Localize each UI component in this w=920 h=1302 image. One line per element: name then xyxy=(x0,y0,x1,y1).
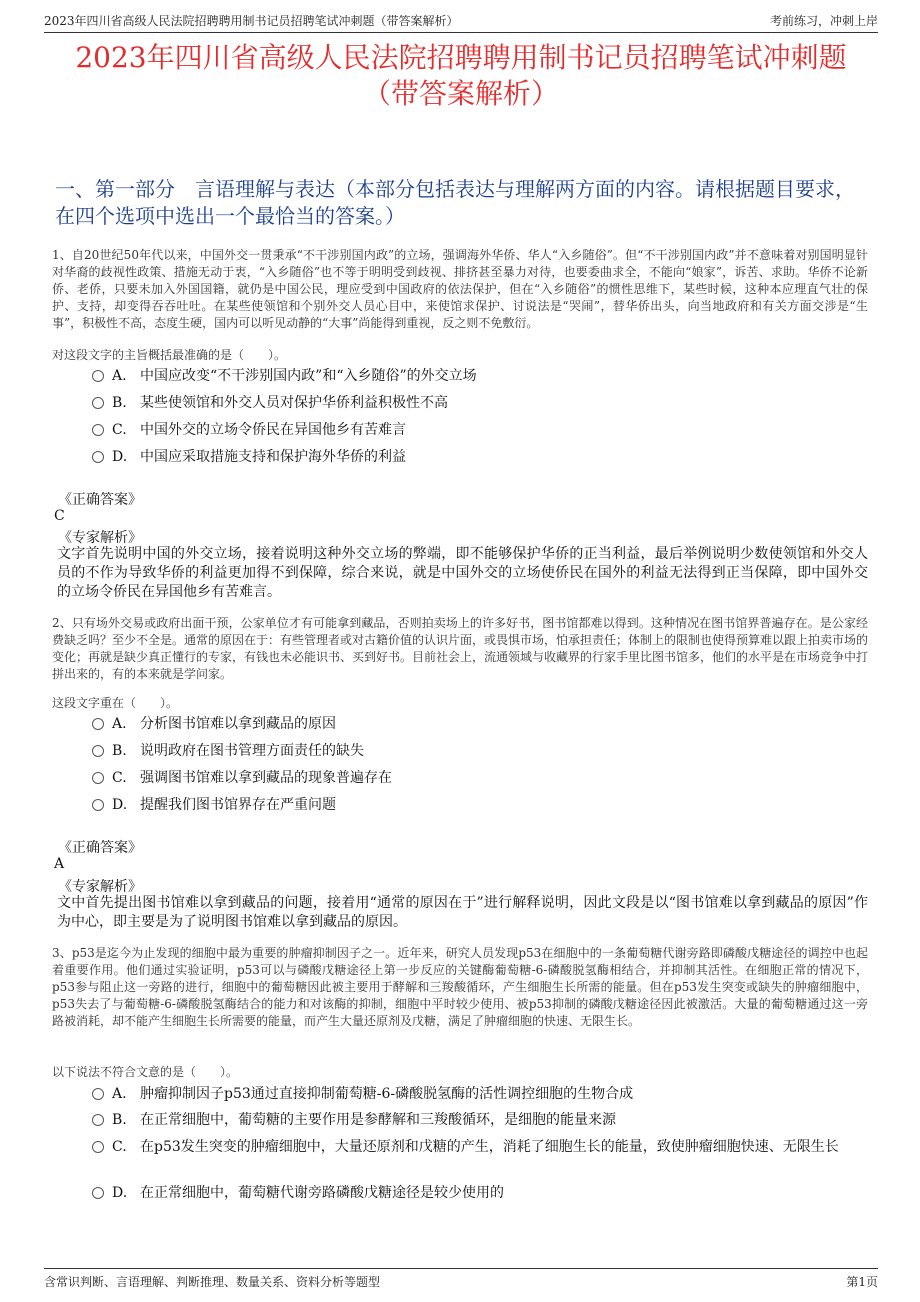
question-1-answer-label: 《正确答案》 xyxy=(58,492,142,508)
question-3-prompt: 以下说法不符合文意的是（ ）。 xyxy=(52,1065,239,1079)
question-1-option-a[interactable]: A. 中国应改变“不干涉别国内政”和“入乡随俗”的外交立场 xyxy=(92,365,868,387)
radio-icon[interactable] xyxy=(92,718,104,730)
header-slogan: 考前练习，冲刺上岸 xyxy=(769,14,878,28)
question-2-text: 2、只有场外交易或政府出面干预，公家单位才有可能拿到藏品，否则拍卖场上的许多好书，图书馆都难以得到。这种情况在图书馆界普遍存在。是公家经费缺乏吗？至少不全是。通常的原因在于：有些管理者或对古籍价值的认识片面，或畏惧市场，怕承担责任；体制上的限制也使得预算难以跟上拍卖市场的变化；再就是缺少真正懂行的专家，有钱也未必能识书、买到好书。目前社会上，流通领域与收藏界的行家手里比图书馆多，他们的水平是在市场竞争中打拼出来的，有的本来就是学问家。 xyxy=(52,616,869,681)
question-2-option-d[interactable]: D. 提醒我们图书馆界存在严重问题 xyxy=(92,794,868,816)
document-title xyxy=(44,40,878,112)
question-2-option-a[interactable]: A. 分析图书馆难以拿到藏品的原因 xyxy=(92,713,868,735)
question-1-analysis: 文字首先说明中国的外交立场，接着说明这种外交立场的弊端，即不能够保护华侨的正当利益，最后举例说明少数使领馆和外交人员的不作为导致华侨的利益更加得不到保障，综合来说，就是中国外交的立场使侨民在国外的利益无法得到正当保障，即中国外交的立场令侨民在异国他乡有苦难言。 xyxy=(57,546,868,600)
question-3-option-a[interactable]: A. 肿瘤抑制因子p53通过直接抑制葡萄糖-6-磷酸脱氢酶的活性调控细胞的生物合成 xyxy=(92,1083,868,1105)
question-1-text: 1、自20世纪50年代以来，中国外交一贯秉承“不干涉别国内政”的立场，强调海外华侨、华人“入乡随俗”。但“不干涉别国内政”并不意味着对别国明显针对华裔的歧视性政策、措施无动于衷，“入乡随俗”也不等于明明受到歧视、排挤甚至暴力对待，也要委曲求全，不能向“娘家”，诉苦、求助。华侨不论新侨、老侨，只要未加入外国国籍，就仍是中国公民，理应受到中国政府的依法保护，但在“入乡随俗”的惯性思维下，某些时候，这种本应理直气壮的保护、支持，却变得吞吞吐吐。在某些使领馆和个别外交人员心目中，来使馆求保护、讨说法是“哭闹”，替华侨出头，向当地政府和有关方面交涉是“生事”，积极性不高，态度生硬，国内可以听见动静的“大事”尚能得到重视，反之则不免敷衍。 xyxy=(52,248,868,330)
header-doc-title: 2023年四川省高级人民法院招聘聘用制书记员招聘笔试冲刺题（带答案解析） xyxy=(44,14,459,28)
question-1-option-c[interactable]: C. 中国外交的立场令侨民在异国他乡有苦难言 xyxy=(92,419,868,441)
radio-icon[interactable] xyxy=(92,1088,104,1100)
page-header xyxy=(44,10,878,33)
question-3-option-c[interactable]: C. 在p53发生突变的肿瘤细胞中，大量还原剂和戊糖的产生，消耗了细胞生长的能量，致使肿瘤细胞快速、无限生长 xyxy=(92,1136,868,1158)
question-2-answer-label: 《正确答案》 xyxy=(58,840,142,856)
radio-icon[interactable] xyxy=(92,397,104,409)
question-1-analysis-label: 《专家解析》 xyxy=(58,530,142,546)
radio-icon[interactable] xyxy=(92,451,104,463)
question-1-answer: C xyxy=(54,508,65,524)
page-footer xyxy=(44,1268,878,1293)
radio-icon[interactable] xyxy=(92,1187,104,1199)
question-2-answer: A xyxy=(54,856,65,872)
question-2-option-c[interactable]: C. 强调图书馆难以拿到藏品的现象普遍存在 xyxy=(92,767,868,789)
section-heading: 一、第一部分 言语理解与表达（本部分包括表达与理解两方面的内容。请根据题目要求，在四个选项中选出一个最恰当的答案。） xyxy=(55,177,855,228)
question-3-option-d[interactable]: D. 在正常细胞中，葡萄糖代谢旁路磷酸戊糖途径是较少使用的 xyxy=(92,1182,868,1204)
question-2-analysis-label: 《专家解析》 xyxy=(58,879,142,895)
radio-icon[interactable] xyxy=(92,745,104,757)
title-line-1: 2023年四川省高级人民法院招聘聘用制书记员招聘笔试冲刺题 xyxy=(75,41,847,74)
radio-icon[interactable] xyxy=(92,799,104,811)
question-3-option-b[interactable]: B. 在正常细胞中，葡萄糖的主要作用是参酵解和三羧酸循环，是细胞的能量来源 xyxy=(92,1109,868,1131)
question-2-analysis: 文中首先提出图书馆难以拿到藏品的问题，接着用“通常的原因在于”进行解释说明，因此文段是以“图书馆难以拿到藏品的原因”作为中心，即主要是为了说明图书馆难以拿到藏品的原因。 xyxy=(57,895,868,930)
question-1-prompt: 对这段文字的主旨概括最准确的是（ ）。 xyxy=(52,348,287,362)
radio-icon[interactable] xyxy=(92,424,104,436)
question-1-option-d[interactable]: D. 中国应采取措施支持和保护海外华侨的利益 xyxy=(92,446,868,468)
question-2-prompt: 这段文字重在（ ）。 xyxy=(52,696,179,710)
radio-icon[interactable] xyxy=(92,370,104,382)
radio-icon[interactable] xyxy=(92,1114,104,1126)
radio-icon[interactable] xyxy=(92,772,104,784)
radio-icon[interactable] xyxy=(92,1141,104,1153)
question-2-option-b[interactable]: B. 说明政府在图书管理方面责任的缺失 xyxy=(92,740,868,762)
question-1-option-b[interactable]: B. 某些使领馆和外交人员对保护华侨利益积极性不高 xyxy=(92,392,868,414)
title-line-2: （带答案解析） xyxy=(362,77,559,110)
page-number: 第1页 xyxy=(846,1275,878,1289)
footer-question-types: 含常识判断、言语理解、判断推理、数量关系、资料分析等题型 xyxy=(44,1275,381,1289)
question-3-text: 3、p53是迄今为止发现的细胞中最为重要的肿瘤抑制因子之一。近年来，研究人员发现p53在细胞中的一条葡萄糖代谢旁路即磷酸戊糖途径的调控中也起着重要作用。他们通过实验证明，p53可以与磷酸戊糖途径上第一步反应的关键酶葡萄糖-6-磷酸脱氢酶相结合，并抑制其活性。在细胞正常的情况下，p53参与阻止这一旁路的进行，细胞中的葡萄糖因此被主要用于酵解和三羧酸循环，产生细胞生长所需的能量。但在p53发生突变或缺失的肿瘤细胞中，p53失去了与葡萄糖-6-磷酸脱氢酶结合的能力和对该酶的抑制，细胞中平时较少使用、被p53抑制的磷酸戊糖途径因此被激活。大量的葡萄糖通过这一旁路被消耗，却不能产生细胞生长所需要的能量，而产生大量还原剂及戊糖，满足了肿瘤细胞的快速、无限生长。 xyxy=(52,946,868,1028)
